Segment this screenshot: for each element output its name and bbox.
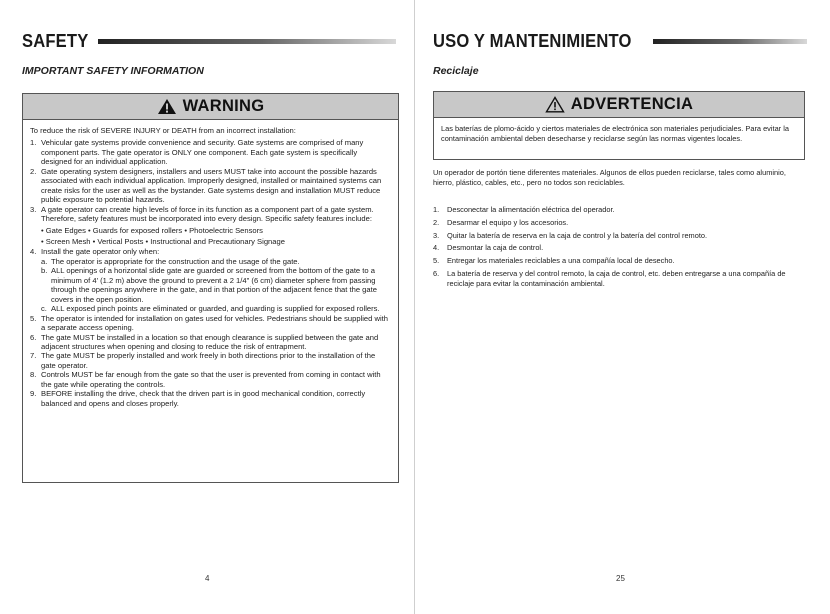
warning-intro: To reduce the risk of SEVERE INJURY or DEATH from an incorrect installation: <box>30 126 296 135</box>
safety-features-bullets-1: • Gate Edges • Guards for exposed rollers • Photoelectric Sensors <box>41 225 263 235</box>
page-title: SAFETY <box>22 30 89 51</box>
uso-header <box>433 30 807 52</box>
sub-item: a. The operator is appropriate for the construction and the usage of the gate. <box>41 256 300 266</box>
warning-triangle-icon <box>545 96 565 113</box>
warning-body <box>23 120 398 408</box>
safety-features-bullets-2: • Screen Mesh • Vertical Posts • Instructional and Precautionary Signage <box>41 236 285 246</box>
recycling-steps <box>433 205 808 292</box>
warning-triangle-icon <box>157 98 177 115</box>
section-subtitle: Reciclaje <box>433 65 479 77</box>
page-number: 4 <box>205 574 210 583</box>
advertencia-text: Las baterías de plomo-ácido y ciertos materiales de electrónica son materiales perjudiciales. Para evitar la contaminación ambiental deben desecharse y reciclarse según las normas vigentes locales. <box>441 124 789 143</box>
list-item: 4. Install the gate operator only when: <box>30 247 160 257</box>
list-item: 8. Controls MUST be far enough from the gate so that the user is prevented from coming in contact with the gate while operating the controls. <box>30 370 381 389</box>
list-item: 6. La batería de reserva y del control remoto, la caja de control, etc. deben entregarse a una compañía de reciclaje para evitar la contaminación ambiental. <box>433 268 786 288</box>
warning-header <box>23 94 398 120</box>
section-subtitle: IMPORTANT SAFETY INFORMATION <box>22 65 204 77</box>
warning-box <box>22 93 399 483</box>
list-item: 5. Entregar los materiales reciclables a una compañía local de desecho. <box>433 256 675 266</box>
advertencia-header <box>434 92 804 118</box>
list-item: 1. Desconectar la alimentación eléctrica del operador. <box>433 205 615 214</box>
page-number: 25 <box>616 574 625 583</box>
sub-item: c. ALL exposed pinch points are eliminated or guarded, and guarding is supplied for exposed rollers. <box>41 304 380 314</box>
list-item: 6. The gate MUST be installed in a location so that enough clearance is supplied between the gate and adjacent structures when opening and closing to reduce the risk of entrapment. <box>30 332 379 351</box>
list-item: 3. A gate operator can create high levels of force in its function as a component part of a gate system. Therefore, safety features must be incorporated into every design. Specific safety features include: <box>30 204 374 224</box>
list-item: 9. BEFORE installing the drive, check that the driven part is in good mechanical condition, correctly balanced and opens and closes properly. <box>30 389 366 408</box>
list-item: 1. Vehicular gate systems provide convenience and security. Gate systems are comprised of many component parts. The gate operator is ONLY one component. Each gate system is specifically designed for an individual application. <box>30 138 364 167</box>
list-item: 2. Desarmar el equipo y los accesorios. <box>433 217 569 227</box>
page-title: USO Y MANTENIMIENTO <box>433 30 632 51</box>
advertencia-box <box>433 91 805 160</box>
list-item: 2. Gate operating system designers, installers and users MUST take into account the possible hazards associated with each individual application. Improperly designed, installed or maintained systems can create risks for the user as well as the bystander. Gate systems design and installation MUST reduce public exposure to potential hazards. <box>30 166 382 205</box>
safety-header <box>22 30 396 52</box>
title-rule <box>98 39 396 44</box>
right-page <box>415 0 830 614</box>
warning-title: WARNING <box>182 97 265 115</box>
recycling-intro: Un operador de portón tiene diferentes materiales. Algunos de ellos pueden reciclarse, tales como aluminio, hierro, plástico, cables, etc., pero no todos son reciclables. <box>433 168 786 187</box>
list-item: 3. Quitar la batería de reserva en la caja de control y la batería del control remoto. <box>433 230 708 240</box>
list-item: 7. The gate MUST be properly installed and work freely in both directions prior to the installation of the gate operator. <box>30 351 376 370</box>
title-rule <box>653 39 807 44</box>
warning-title: ADVERTENCIA <box>570 95 694 113</box>
sub-item: b. ALL openings of a horizontal slide gate are guarded or screened from the bottom of the gate to a minimum of 4' (1.2 m) above the ground to prevent a 2 1/4" (6 cm) diameter sphere from passing through the openings anywhere in the gate, and in that portion of the adjacent fence that the gate covers in the open position. <box>41 266 377 304</box>
list-item: 5. The operator is intended for installation on gates used for vehicles. Pedestrians should be supplied with a separate access opening. <box>30 313 388 333</box>
list-item: 4. Desmontar la caja de control. <box>433 243 544 253</box>
